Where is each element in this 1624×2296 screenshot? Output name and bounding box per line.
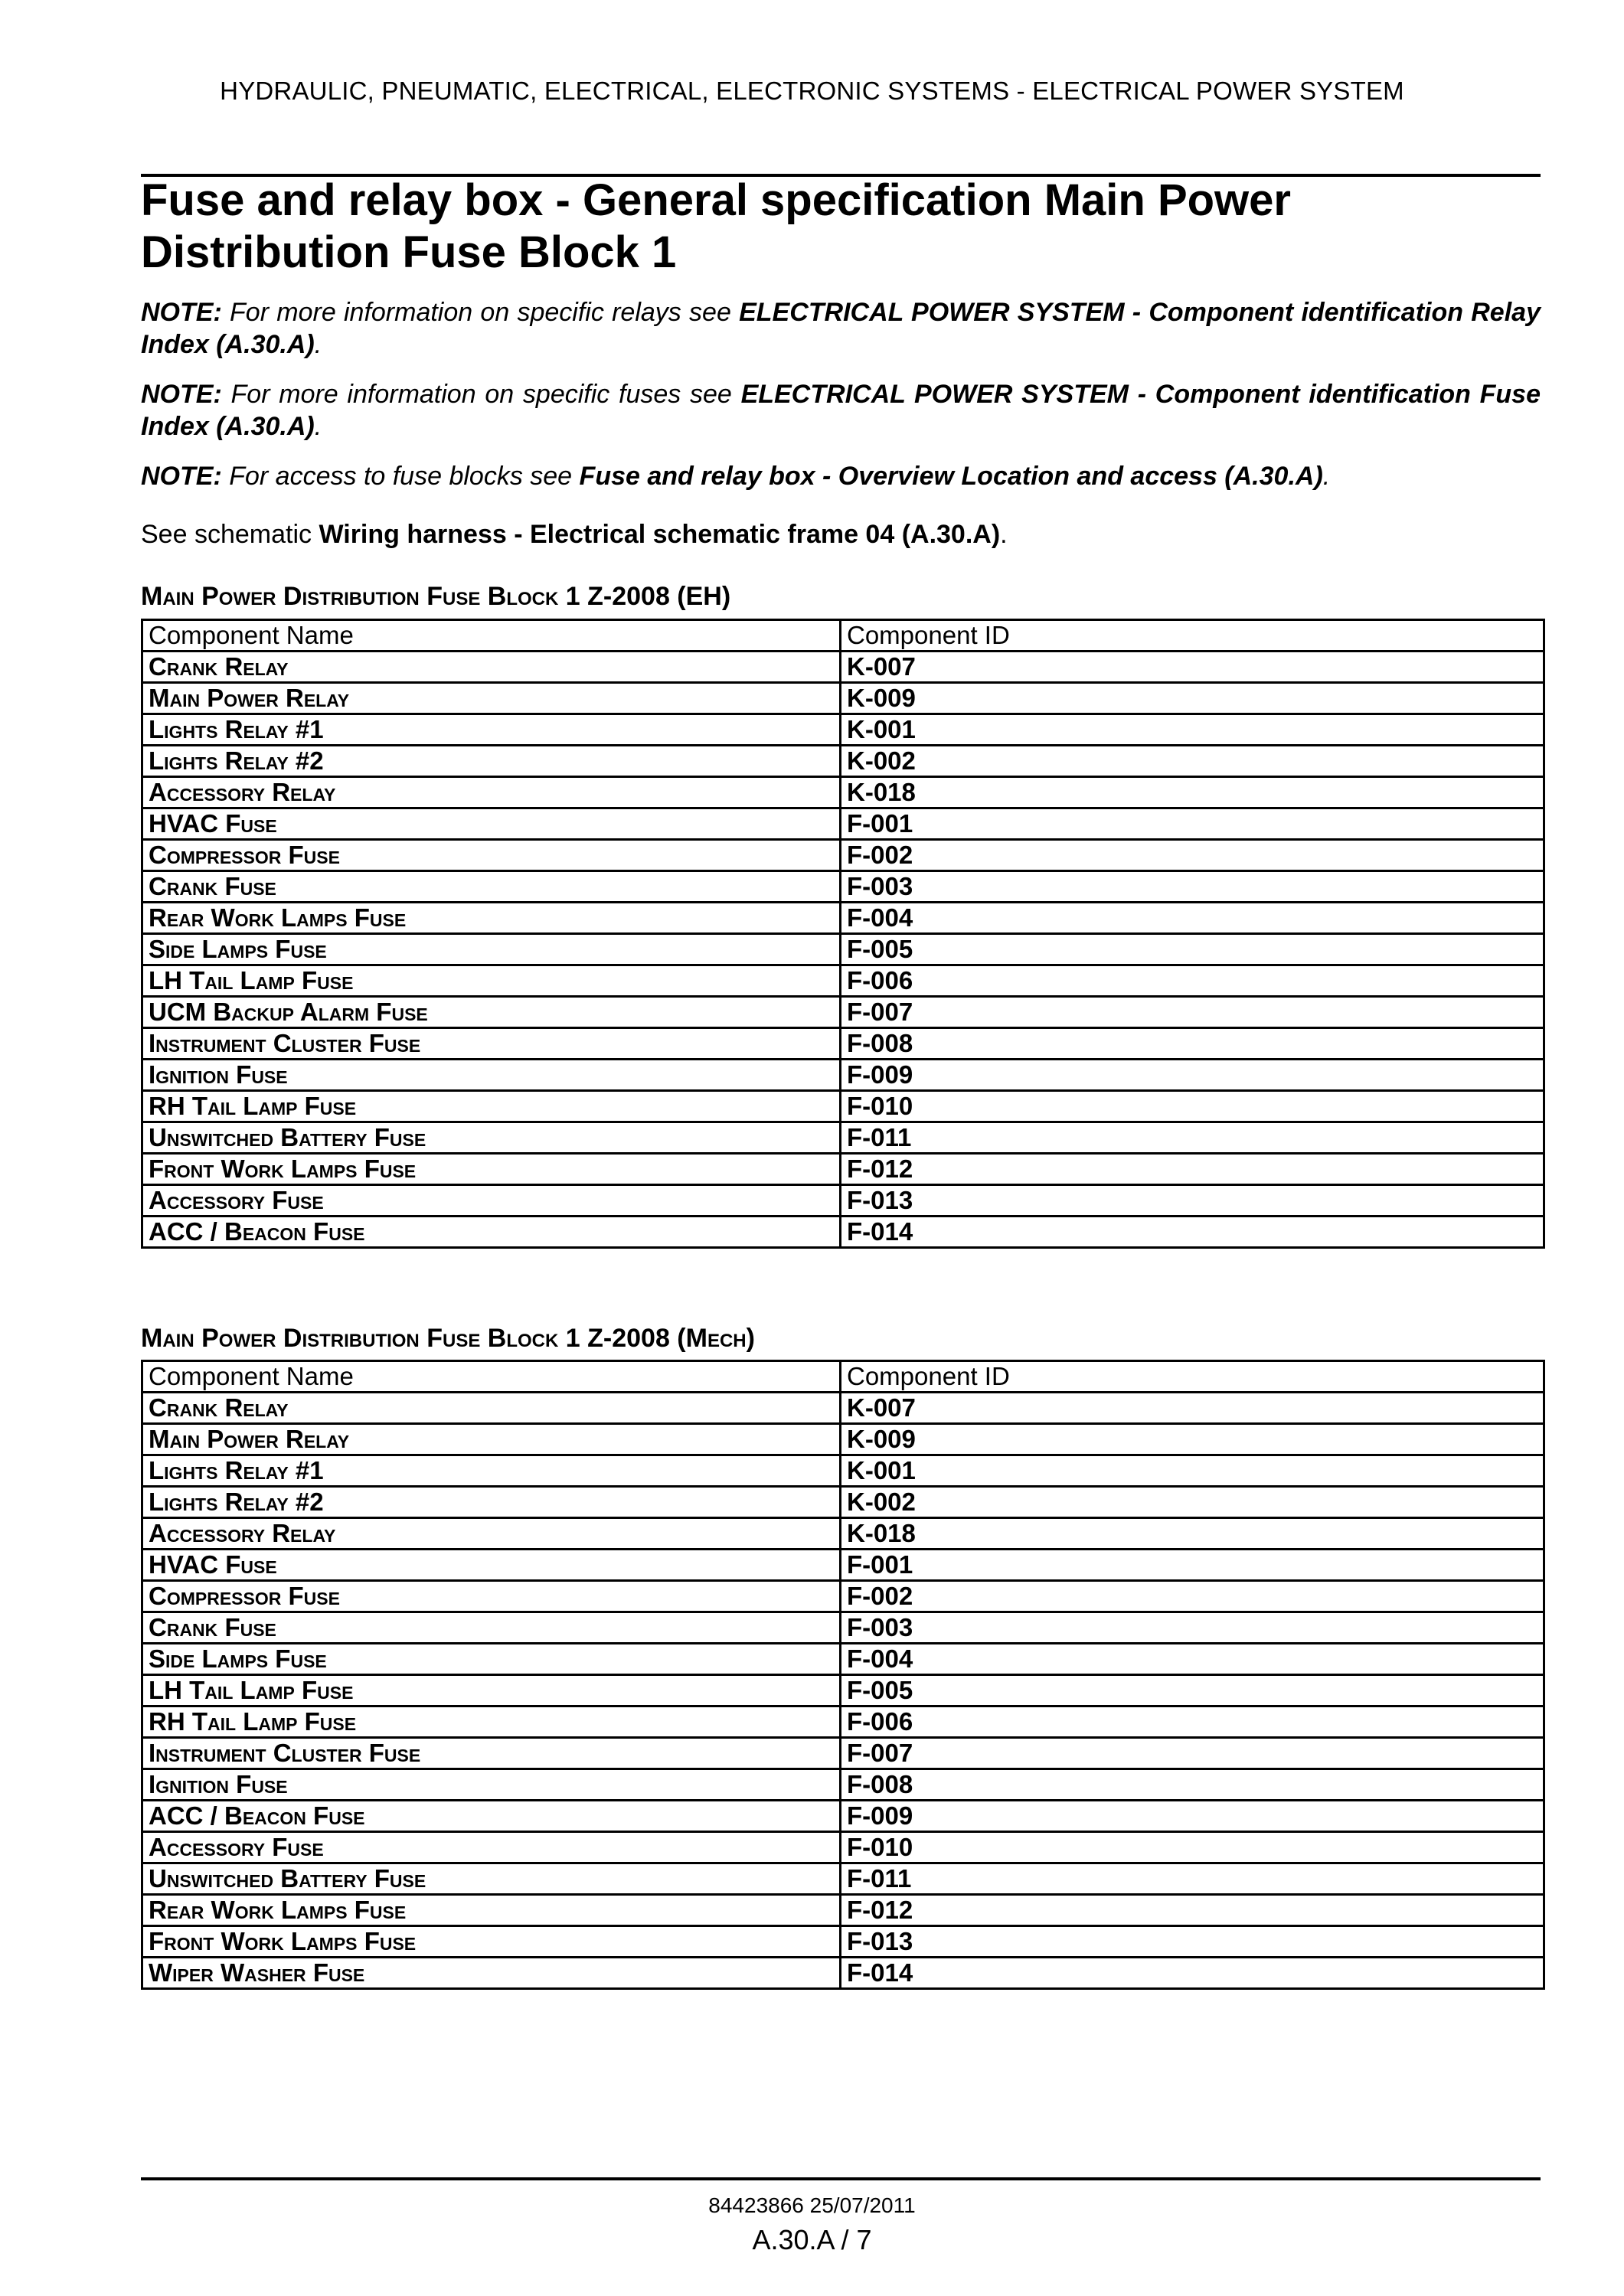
table-row: [142, 1518, 1544, 1550]
table-row: [142, 1028, 1544, 1060]
table-row: [142, 1832, 1544, 1863]
component-id-cell: K-007: [841, 1393, 1544, 1424]
component-name-cell: Rear Work Lamps Fuse: [142, 1895, 841, 1926]
table-row: [142, 1393, 1544, 1424]
component-id-cell: F-003: [841, 871, 1544, 903]
table-caption-eh: Main Power Distribution Fuse Block 1 Z-2008 (EH): [141, 582, 731, 611]
component-name-cell: Unswitched Battery Fuse: [142, 1863, 841, 1895]
component-id-cell: F-008: [841, 1028, 1544, 1060]
component-id-cell: F-014: [841, 1958, 1544, 1989]
table-row: [142, 1487, 1544, 1518]
note-reference-link[interactable]: ELECTRICAL POWER SYSTEM - Component identification Fuse Index (A.30.A): [141, 380, 1541, 441]
component-name-cell: Compressor Fuse: [142, 840, 841, 871]
table-row: [142, 1644, 1544, 1675]
table-row: [142, 840, 1544, 871]
component-id-cell: F-006: [841, 965, 1544, 997]
component-name-cell: Accessory Relay: [142, 1518, 841, 1550]
component-name-cell: Unswitched Battery Fuse: [142, 1122, 841, 1154]
table-row: [142, 965, 1544, 997]
table-row: [142, 1185, 1544, 1217]
table-row: [142, 903, 1544, 934]
schematic-link[interactable]: Wiring harness - Electrical schematic frame 04 (A.30.A): [319, 520, 1001, 549]
note-label: NOTE:: [141, 298, 222, 327]
component-id-cell: F-011: [841, 1863, 1544, 1895]
component-name-cell: Lights Relay #1: [142, 1455, 841, 1487]
component-name-cell: Main Power Relay: [142, 1424, 841, 1455]
component-name-cell: Crank Relay: [142, 652, 841, 683]
component-id-cell: F-007: [841, 997, 1544, 1028]
table-row: [142, 652, 1544, 683]
component-id-cell: F-002: [841, 1581, 1544, 1612]
component-name-cell: Ignition Fuse: [142, 1769, 841, 1801]
component-id-cell: K-007: [841, 652, 1544, 683]
component-name-cell: RH Tail Lamp Fuse: [142, 1706, 841, 1738]
component-id-cell: F-009: [841, 1801, 1544, 1832]
component-name-cell: Side Lamps Fuse: [142, 1644, 841, 1675]
table-row: [142, 1424, 1544, 1455]
component-id-cell: F-013: [841, 1926, 1544, 1958]
note-text: For more information on specific fuses see: [221, 380, 741, 409]
table-row: [142, 1926, 1544, 1958]
component-id-cell: K-002: [841, 746, 1544, 777]
table-row: [142, 1801, 1544, 1832]
table-row: [142, 1122, 1544, 1154]
component-name-cell: Ignition Fuse: [142, 1060, 841, 1091]
component-name-cell: Side Lamps Fuse: [142, 934, 841, 965]
table-row: [142, 1738, 1544, 1769]
component-name-cell: Crank Fuse: [142, 1612, 841, 1644]
running-header: HYDRAULIC, PNEUMATIC, ELECTRICAL, ELECTRONIC SYSTEMS - ELECTRICAL POWER SYSTEM: [220, 77, 1404, 105]
table-header-row: [142, 620, 1544, 652]
component-name-cell: ACC / Beacon Fuse: [142, 1217, 841, 1248]
fuse-table-eh: [141, 619, 1545, 1249]
table-row: [142, 1550, 1544, 1581]
component-name-cell: Crank Fuse: [142, 871, 841, 903]
table-row: [142, 1217, 1544, 1248]
page-title: Fuse and relay box - General specification Main Power Distribution Fuse Block 1: [141, 175, 1291, 277]
table-row: [142, 683, 1544, 714]
note-label: NOTE:: [141, 462, 222, 491]
table-row: [142, 1769, 1544, 1801]
footer-document-id: 84423866 25/07/2011: [708, 2193, 916, 2217]
component-name-cell: Accessory Fuse: [142, 1185, 841, 1217]
note-reference-link[interactable]: Fuse and relay box - Overview Location and access (A.30.A): [579, 462, 1323, 491]
table-header-row: [142, 1361, 1544, 1393]
component-id-cell: K-009: [841, 1424, 1544, 1455]
table-row: [142, 1091, 1544, 1122]
component-name-cell: Rear Work Lamps Fuse: [142, 903, 841, 934]
component-id-cell: K-002: [841, 1487, 1544, 1518]
component-id-cell: F-001: [841, 808, 1544, 840]
component-id-cell: F-005: [841, 934, 1544, 965]
component-id-cell: F-002: [841, 840, 1544, 871]
note-fuses: NOTE: For more information on specific fuses see ELECTRICAL POWER SYSTEM - Component identification Fuse Index (A.30.A).: [141, 380, 1541, 441]
note-reference-link[interactable]: ELECTRICAL POWER SYSTEM - Component identification Relay Index (A.30.A): [141, 298, 1541, 359]
note-label: NOTE:: [141, 380, 222, 409]
column-header-id: Component ID: [841, 1361, 1544, 1393]
component-name-cell: Lights Relay #2: [142, 1487, 841, 1518]
footer-page-number: A.30.A / 7: [752, 2224, 872, 2255]
component-name-cell: Accessory Fuse: [142, 1832, 841, 1863]
table-row: [142, 1958, 1544, 1989]
table-row: [142, 1675, 1544, 1706]
component-name-cell: LH Tail Lamp Fuse: [142, 1675, 841, 1706]
component-id-cell: F-012: [841, 1895, 1544, 1926]
component-name-cell: LH Tail Lamp Fuse: [142, 965, 841, 997]
table-caption-mech: Main Power Distribution Fuse Block 1 Z-2008 (Mech): [141, 1324, 755, 1353]
table-row: [142, 871, 1544, 903]
column-header-name: Component Name: [142, 620, 841, 652]
footer-rule: [141, 2177, 1541, 2180]
component-id-cell: K-009: [841, 683, 1544, 714]
table-row: [142, 1706, 1544, 1738]
component-id-cell: F-010: [841, 1091, 1544, 1122]
component-id-cell: F-001: [841, 1550, 1544, 1581]
component-name-cell: Compressor Fuse: [142, 1581, 841, 1612]
column-header-id: Component ID: [841, 620, 1544, 652]
note-relays: NOTE: For more information on specific relays see ELECTRICAL POWER SYSTEM - Component identification Relay Index (A.30.A).: [141, 298, 1541, 359]
table-row: [142, 934, 1544, 965]
component-name-cell: Lights Relay #1: [142, 714, 841, 746]
component-id-cell: F-005: [841, 1675, 1544, 1706]
component-name-cell: HVAC Fuse: [142, 1550, 841, 1581]
component-id-cell: F-013: [841, 1185, 1544, 1217]
table-row: [142, 1154, 1544, 1185]
component-id-cell: F-006: [841, 1706, 1544, 1738]
note-text: For more information on specific relays see: [221, 298, 740, 327]
component-name-cell: Crank Relay: [142, 1393, 841, 1424]
table-row: [142, 777, 1544, 808]
component-id-cell: F-011: [841, 1122, 1544, 1154]
table-row: [142, 1581, 1544, 1612]
component-name-cell: UCM Backup Alarm Fuse: [142, 997, 841, 1028]
component-name-cell: Main Power Relay: [142, 683, 841, 714]
component-id-cell: F-004: [841, 1644, 1544, 1675]
table-row: [142, 808, 1544, 840]
component-name-cell: Accessory Relay: [142, 777, 841, 808]
component-name-cell: Lights Relay #2: [142, 746, 841, 777]
component-name-cell: Front Work Lamps Fuse: [142, 1154, 841, 1185]
component-id-cell: F-010: [841, 1832, 1544, 1863]
schematic-text: See schematic: [141, 520, 319, 549]
table-row: [142, 1863, 1544, 1895]
component-id-cell: F-012: [841, 1154, 1544, 1185]
table-row: [142, 1060, 1544, 1091]
fuse-table-mech: [141, 1360, 1545, 1990]
component-id-cell: K-018: [841, 777, 1544, 808]
component-name-cell: HVAC Fuse: [142, 808, 841, 840]
component-name-cell: Instrument Cluster Fuse: [142, 1738, 841, 1769]
component-id-cell: F-007: [841, 1738, 1544, 1769]
component-name-cell: Instrument Cluster Fuse: [142, 1028, 841, 1060]
component-id-cell: K-001: [841, 714, 1544, 746]
note-text: For access to fuse blocks see: [221, 462, 580, 491]
component-name-cell: ACC / Beacon Fuse: [142, 1801, 841, 1832]
component-name-cell: Wiper Washer Fuse: [142, 1958, 841, 1989]
component-id-cell: F-014: [841, 1217, 1544, 1248]
component-name-cell: Front Work Lamps Fuse: [142, 1926, 841, 1958]
component-id-cell: F-009: [841, 1060, 1544, 1091]
component-id-cell: F-003: [841, 1612, 1544, 1644]
table-row: [142, 997, 1544, 1028]
table-row: [142, 1895, 1544, 1926]
schematic-reference: See schematic Wiring harness - Electrical schematic frame 04 (A.30.A).: [141, 520, 1008, 549]
component-id-cell: F-004: [841, 903, 1544, 934]
table-row: [142, 1612, 1544, 1644]
component-id-cell: K-001: [841, 1455, 1544, 1487]
table-row: [142, 1455, 1544, 1487]
component-id-cell: F-008: [841, 1769, 1544, 1801]
column-header-name: Component Name: [142, 1361, 841, 1393]
note-access: NOTE: For access to fuse blocks see Fuse and relay box - Overview Location and access (A.30.A).: [141, 462, 1331, 491]
table-row: [142, 746, 1544, 777]
table-row: [142, 714, 1544, 746]
component-name-cell: RH Tail Lamp Fuse: [142, 1091, 841, 1122]
component-id-cell: K-018: [841, 1518, 1544, 1550]
